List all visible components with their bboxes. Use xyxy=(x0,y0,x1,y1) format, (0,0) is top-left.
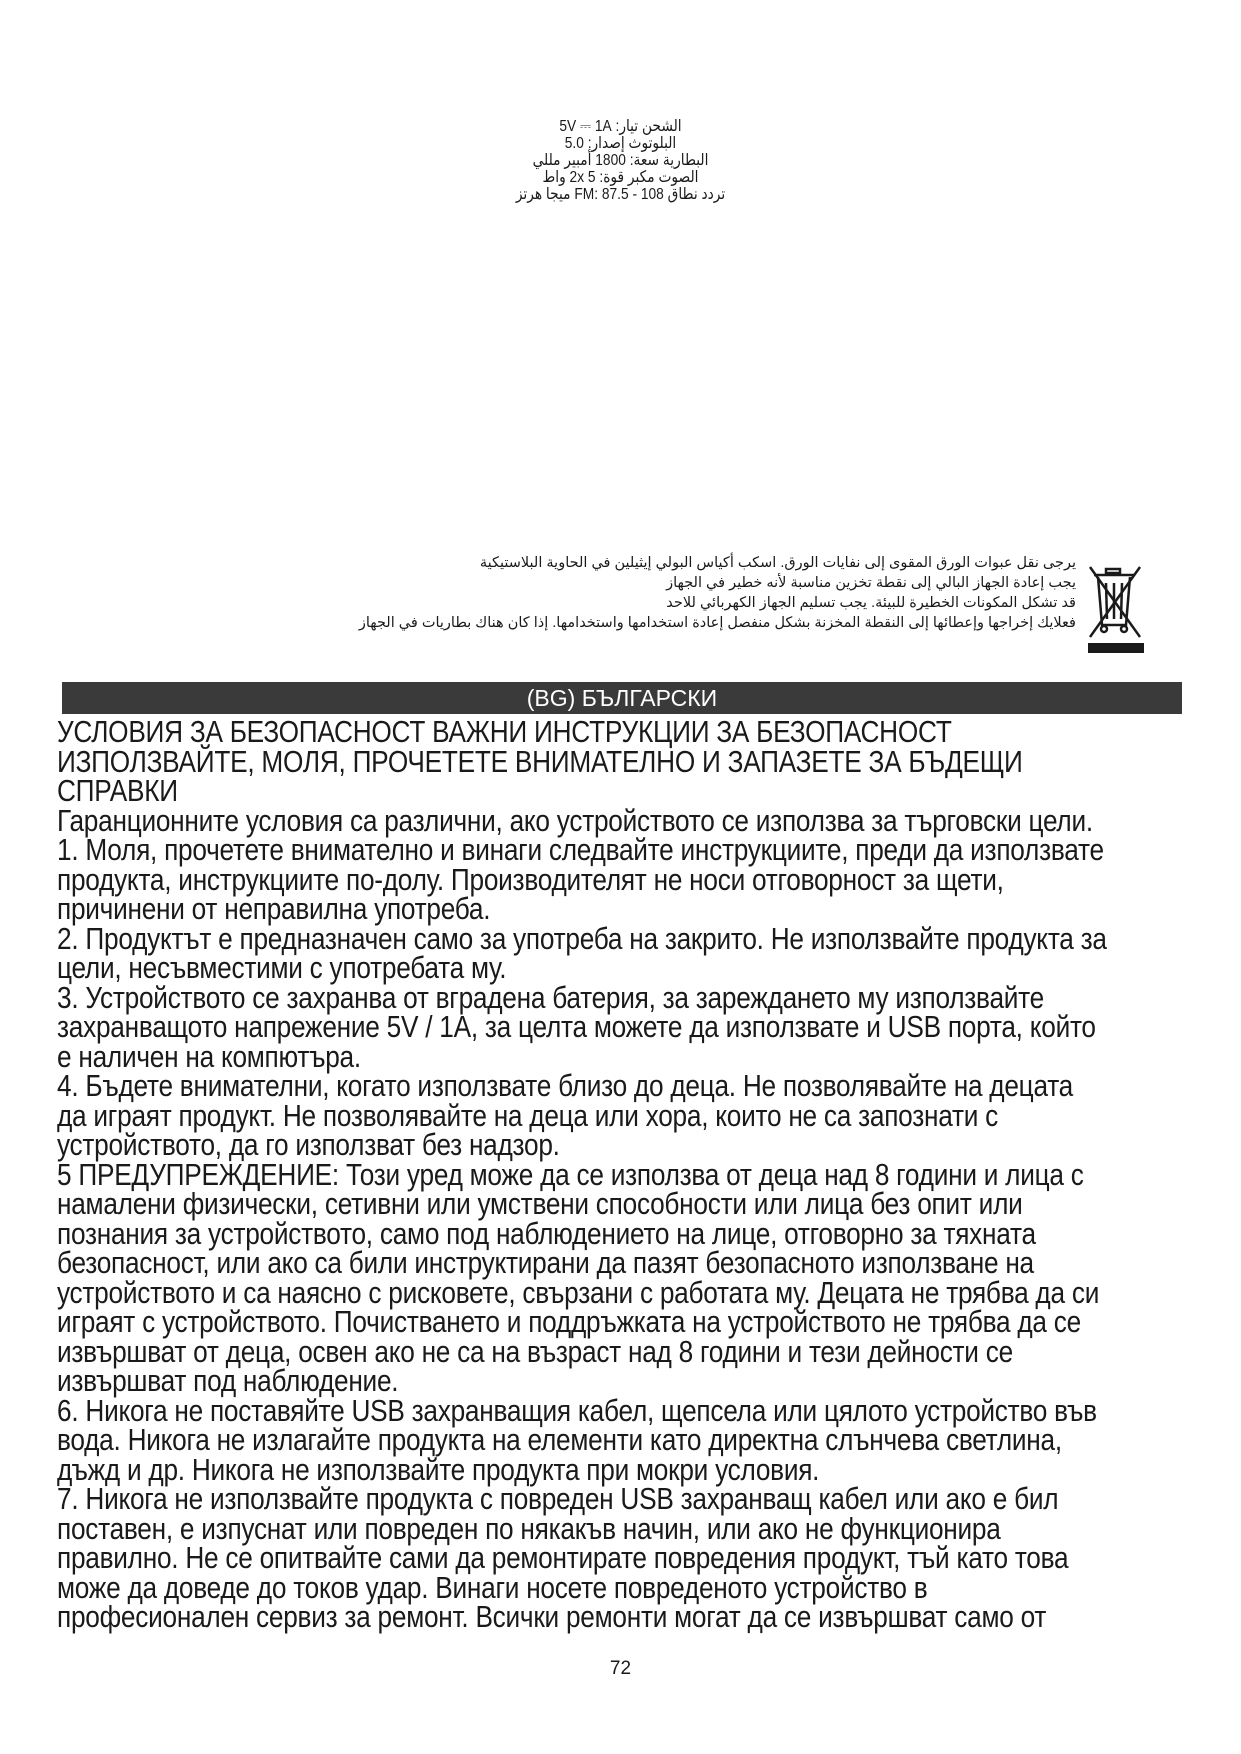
text-line: устройството, да го използват без надзор. xyxy=(57,1128,560,1162)
heading-line: УСЛОВИЯ ЗА БЕЗОПАСНОСТ ВАЖНИ ИНСТРУКЦИИ ЗА БЕЗОПАСНОСТ xyxy=(57,715,952,749)
text-line: извършват от деца, освен ако не са на възраст над 8 години и тези дейности се xyxy=(57,1334,1013,1369)
crossed-out-bin-icon xyxy=(1084,559,1146,655)
text-line: причинени от неправилна употреба. xyxy=(57,892,491,926)
text-line: правилно. Не се опитвайте сами да ремонтирате повредения продукт, тъй като това xyxy=(57,1541,1069,1575)
text-line: играят с устройството. Почистването и поддръжката на устройството не трябва да се xyxy=(57,1305,1081,1339)
spec-speaker-power: الصوت مكبر قوة: 2x 5 واط xyxy=(542,169,699,186)
specifications-block xyxy=(87,118,1154,203)
text-line: Гаранционните условия са различни, ако устройството се използва за търговски цели. xyxy=(57,803,1093,838)
text-line: може да доведе до токов удар. Винаги носете повреденото устройство в xyxy=(57,1570,928,1605)
heading-line: ИЗПОЛЗВАЙТЕ, МОЛЯ, ПРОЧЕТЕТЕ ВНИМАТЕЛНО И ЗАПАЗЕТЕ ЗА БЪДЕЩИ xyxy=(57,744,1023,779)
spec-battery-capacity: البطارية سعة: 1800 أمبير مللي xyxy=(532,152,709,169)
text-line: 7. Никога не използвайте продукта с повреден USB захранващ кабел или ако е бил xyxy=(57,1482,1059,1516)
safety-instructions xyxy=(57,715,1175,1634)
text-line: вода. Никога не излагайте продукта на елементи като директна слънчева светлина, xyxy=(57,1423,1062,1457)
recycling-line: يرجى نقل عبوات الورق المقوى إلى نفايات الورق. اسكب أكياس البولي إيثيلين في الحاوية البلاستيكية xyxy=(479,555,1076,571)
text-line: 6. Никога не поставяйте USB захранващия кабел, щепсела или цялото устройство във xyxy=(57,1393,1097,1428)
spec-fm-range: تردد نطاق FM: 87.5 - 108 ميجا هرتز xyxy=(515,186,726,203)
text-line: дъжд и др. Никога не използвайте продукта при мокри условия. xyxy=(57,1452,820,1487)
text-line: захранващото напрежение 5V / 1A, за целта можете да използвате и USB порта, който xyxy=(57,1010,1096,1044)
heading-line: СПРАВКИ xyxy=(57,774,178,808)
text-line: 1. Моля, прочетете внимателно и винаги следвайте инструкциите, преди да използвате xyxy=(57,833,1104,867)
text-line: да играят продукт. Не позволявайте на деца или хора, които не са запознати с xyxy=(57,1098,999,1133)
recycling-text xyxy=(136,553,1076,633)
text-line: професионален сервиз за ремонт. Всички ремонти могат да се извършват само от xyxy=(57,1600,1047,1634)
text-line: 3. Устройството се захранва от вградена батерия, за зареждането му използвайте xyxy=(57,980,1044,1015)
text-line: 4. Бъдете внимателни, когато използвате близо до деца. Не позволявайте на децата xyxy=(57,1069,1073,1103)
text-line: е наличен на компютъра. xyxy=(57,1039,361,1074)
text-line: познания за устройството, само под наблюдението на лице, отговорно за тяхната xyxy=(57,1216,1036,1251)
text-line: извършват под наблюдение. xyxy=(57,1364,399,1398)
spec-bluetooth-version: البلوتوث إصدار: 5.0 xyxy=(564,135,677,152)
recycling-line: يجب إعادة الجهاز البالي إلى نقطة تخزين مناسبة لأنه خطير في الجهاز xyxy=(666,575,1076,591)
text-line: 2. Продуктът е предназначен само за употреба на закрито. Не използвайте продукта за xyxy=(57,921,1107,956)
text-line: продукта, инструкциите по-долу. Производителят не носи отговорност за щети, xyxy=(57,862,1004,897)
spec-charging-current: الشحن تيار: 5V ⎓ 1A xyxy=(559,118,682,135)
recycling-line: فعلايك إخراجها وإعطائها إلى النقطة المخزنة بشكل منفصل إعادة استخدامها واستخدامها. إذا كان هناك بطاريات في الجهاز xyxy=(358,615,1076,631)
text-line: безопасност, или ако са били инструктирани да пазят безопасното използване на xyxy=(57,1246,1034,1280)
text-line: 5 ПРЕДУПРЕЖДЕНИЕ: Този уред може да се използва от деца над 8 години и лица с xyxy=(57,1157,1084,1192)
text-line: поставен, е изпуснат или повреден по някакъв начин, или ако не функционира xyxy=(57,1511,1001,1546)
language-header: (BG) БЪЛГАРСКИ xyxy=(62,682,1182,714)
text-line: намалени физически, сетивни или умствени способности или лица без опит или xyxy=(57,1187,1023,1221)
recycling-line: قد تشكل المكونات الخطيرة للبيئة. يجب تسليم الجهاز الكهربائي للاحد xyxy=(666,595,1076,611)
text-line: цели, несъвместими с употребата му. xyxy=(57,951,507,985)
page-number: 72 xyxy=(609,1658,632,1679)
text-line: устройството и са наясно с рисковете, свързани с работата му. Децата не трябва да си xyxy=(57,1275,1100,1310)
